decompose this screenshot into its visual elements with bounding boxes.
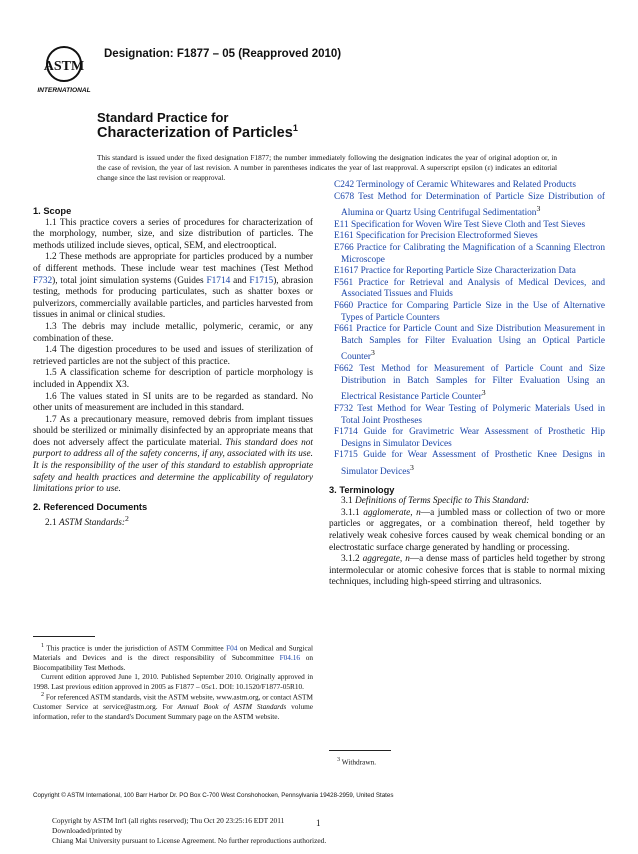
- para-1-7: [33, 415, 313, 496]
- astm-logo-icon: [36, 40, 92, 96]
- para-3-1-2: [329, 554, 605, 589]
- link-f732[interactable]: F732: [33, 275, 53, 286]
- para-1-1: 1.1 This practice covers a series of procedures for characterization of the morphology, number, size, and size distribution of particles. The methods utilized include sieves, optical, SEM, and electrooptical.: [33, 217, 313, 251]
- reference-code-link[interactable]: C242: [334, 180, 355, 190]
- para-1-2-text: ), abrasion testing, methods for producing particulates, such as shatter boxes or pulverizors, commercially available particles, and particles harvested from tissues in animal or clinical studies.: [33, 275, 313, 321]
- reference-title-link[interactable]: Test Method for Determination of Particle Size Distribution of Alumina or Quartz Using Centrifugal Sedimentation: [341, 191, 605, 219]
- para-1-2-text: and: [230, 275, 250, 286]
- reference-item: [329, 192, 605, 220]
- page-title: [97, 123, 298, 141]
- reference-title-link[interactable]: Practice for Calibrating the Magnification of a Scanning Electron Microscope: [341, 243, 606, 265]
- footnote-1-edition: Current edition approved June 1, 2010. Published September 2010. Originally approved in 1998. Last previous edition approved in 2005 as F1877 – 05ε1. DOI: 10.1520/F1877-05R10.: [33, 672, 313, 691]
- footnote-1-mark: 1: [41, 643, 45, 649]
- license-line-1: Copyright by ASTM Int'l (all rights reserved); Thu Oct 20 23:25:16 EDT 2011: [52, 816, 285, 825]
- reference-code-link[interactable]: F660: [334, 301, 354, 312]
- logo-subtext: INTERNATIONAL: [37, 87, 91, 94]
- para-3-1-2-num: 3.1.2: [341, 554, 363, 565]
- terminology-heading: 3. Terminology: [329, 484, 395, 495]
- reference-title-link[interactable]: Practice for Particle Count and Size Distribution Measurement in Batch Samples for Filter Evaluation Using an Optical Particle Counter: [341, 324, 605, 363]
- reference-code-link[interactable]: C678: [334, 191, 355, 202]
- para-3-1-title: Definitions of Terms Specific to This Standard:: [354, 496, 530, 507]
- reference-code-link[interactable]: F561: [334, 277, 354, 288]
- para-1-7-text: 1.7 As a precautionary measure, removed debris from implant tissues should be sterilized or minimally disinfected by an appropriate means that does not adversely affect the particulate material.: [33, 414, 313, 448]
- reference-item: [329, 220, 605, 232]
- scope-heading: 1. Scope: [33, 206, 72, 216]
- para-3-1-1: [329, 508, 605, 554]
- footnote-3: [329, 756, 605, 767]
- refdocs-heading: 2. Referenced Documents: [33, 501, 148, 512]
- reference-title-link[interactable]: Test Method for Wear Testing of Polymeric Materials Used in Total Joint Prostheses: [341, 403, 605, 426]
- para-1-3: 1.3 The debris may include metallic, polymeric, ceramic, or any combination of these.: [33, 321, 313, 344]
- para-3-1-1-def: —a jumbled mass or collection of two or more particles or aggregates, or a combination thereof, held together by relatively weak cohesive forces caused by weak chemical bonding or an electrostatic surface charge generated by handling or processing.: [329, 507, 605, 553]
- footnote-divider-right: [329, 750, 391, 751]
- para-2-1-title: ASTM Standards:: [58, 518, 125, 529]
- footnote-2: [33, 691, 313, 721]
- reference-code-link[interactable]: F732: [334, 403, 354, 414]
- footnote-2-text: volume information, refer to the standard's Document Summary page on the ASTM website.: [33, 702, 314, 721]
- para-3-1-2-def: —a dense mass of particles held together by strong intermolecular or atomic cohesive forces that is stable to normal mixing techniques, including high-speed stirring and ultrasonics.: [329, 554, 605, 588]
- designation: Designation: F1877 – 05 (Reapproved 2010): [104, 48, 342, 60]
- reference-title-link[interactable]: Specification for Woven Wire Test Sieve Cloth and Test Sieves: [350, 219, 586, 230]
- para-3-1: [329, 496, 605, 508]
- footnote-mark-3: 3: [409, 462, 414, 472]
- footnotes-left: [33, 642, 313, 722]
- footnote-mark-3: 3: [370, 348, 375, 358]
- link-f04-16[interactable]: F04.16: [279, 653, 301, 663]
- reference-item: [329, 324, 605, 364]
- footnote-1: [33, 642, 313, 672]
- logo-text: ASTM: [43, 59, 85, 74]
- footnote-1-text: on Biocompatibility Test Methods.: [33, 653, 313, 672]
- reference-title-link[interactable]: Specification for Precision Electroformed Sieves: [355, 231, 538, 242]
- footnote-2-mark: 2: [41, 692, 45, 699]
- reference-title-link[interactable]: Test Method for Measurement of Particle Count and Size Distribution in Batch Samples for Filter Evaluation Using an Electrical Resistance Particle Counter: [341, 364, 605, 403]
- reference-item: [329, 301, 605, 324]
- footnote-3-mark: 3: [337, 757, 341, 763]
- reference-item: [329, 278, 605, 301]
- para-1-6: 1.6 The values stated in SI units are to be regarded as standard. No other units of measurement are included in this standard.: [33, 391, 313, 414]
- reference-item: [329, 427, 605, 450]
- footnote-mark-2: 2: [124, 514, 129, 524]
- reference-code-link[interactable]: E1617: [334, 266, 359, 277]
- page-number: 1: [316, 818, 321, 828]
- para-1-2: [33, 252, 313, 322]
- link-f04[interactable]: F04: [226, 643, 238, 653]
- footnote-mark-3: 3: [536, 204, 541, 214]
- para-2-1-num: 2.1: [45, 518, 59, 529]
- right-column: [329, 180, 605, 589]
- reference-title-link[interactable]: Guide for Wear Assessment of Prosthetic Knee Designs in Simulator Devices: [341, 450, 605, 478]
- reference-title-link[interactable]: Practice for Reporting Particle Size Characterization Data: [360, 266, 576, 277]
- title-footnote-mark: 1: [292, 123, 298, 133]
- term-agglomerate: agglomerate, n: [363, 507, 421, 518]
- license-line-2: Downloaded/printed by: [52, 826, 122, 835]
- reference-title-link[interactable]: Terminology of Ceramic Whitewares and Related Products: [356, 180, 576, 190]
- license-line-3: Chiang Mai University pursuant to License Agreement. No further reproductions authorized.: [52, 836, 327, 845]
- para-1-5: 1.5 A classification scheme for description of particle morphology is included in Appendix X3.: [33, 368, 313, 390]
- reference-item: [329, 404, 605, 427]
- reference-code-link[interactable]: F1714: [334, 427, 358, 438]
- astm-standards-list: [329, 180, 605, 479]
- copyright-line: Copyright © ASTM International, 100 Barr Harbor Dr. PO Box C-700 West Conshohocken, Pennsylvania 19428-2959, United States: [33, 792, 394, 799]
- footnote-divider-left: [33, 636, 95, 637]
- para-1-2-text: ), total joint simulation systems (Guides: [52, 275, 207, 286]
- para-3-1-num: 3.1: [341, 496, 355, 507]
- reference-code-link[interactable]: E161: [334, 231, 354, 242]
- reference-item: [329, 266, 605, 278]
- footnote-3-text: Withdrawn.: [341, 757, 377, 767]
- reference-code-link[interactable]: E11: [334, 219, 349, 230]
- para-2-1: [33, 513, 313, 530]
- reference-item: [329, 180, 605, 192]
- link-f1714[interactable]: F1714: [206, 275, 231, 286]
- reference-item: [329, 243, 605, 266]
- para-3-1-1-num: 3.1.1: [341, 507, 364, 518]
- left-column: [33, 206, 313, 530]
- reference-code-link[interactable]: F662: [334, 364, 354, 375]
- reference-title-link[interactable]: Practice for Comparing Particle Size in the Use of Alternative Types of Particle Counters: [341, 301, 605, 323]
- license-note: [52, 816, 326, 846]
- term-aggregate: aggregate, n: [362, 554, 410, 565]
- footnote-1-text: on Medical and Surgical Materials and Devices and is the direct responsibility of Subcommittee: [33, 643, 313, 663]
- para-1-4: 1.4 The digestion procedures to be used and issues of sterilization of retrieved particles are not the subject of this practice.: [33, 345, 313, 367]
- footnote-1-text: This practice is under the jurisdiction of ASTM Committee: [46, 643, 227, 653]
- title-line1: Standard Practice for: [97, 110, 229, 125]
- safety-caveat: This standard does not purport to address all of the safety concerns, if any, associated with its use. It is the responsibility of the user of this standard to establish appropriate safety and health practices and determine the applicability of regulatory limitations prior to use.: [33, 437, 313, 495]
- reference-title-link[interactable]: Practice for Retrieval and Analysis of Medical Devices, and Associated Tissues and Fluids: [341, 277, 605, 300]
- issuance-notice: This standard is issued under the fixed designation F1877; the number immediately following the designation indicates the year of original adoption or, in the case of revision, the year of last revision. A number in parentheses indicates the year of last reapproval. A superscript epsilon (ε) indicates an editorial change since the last revision or reapproval.: [97, 153, 557, 182]
- reference-item: [329, 231, 605, 243]
- reference-title-link[interactable]: Guide for Gravimetric Wear Assessment of Prosthetic Hip Designs in Simulator Devices: [341, 427, 606, 449]
- reference-item: [329, 450, 605, 478]
- title-line2: Characterization of Particles: [97, 124, 293, 141]
- reference-code-link[interactable]: F1715: [334, 450, 358, 461]
- footnotes-right: [329, 756, 605, 767]
- footnote-2-book: Annual Book of ASTM Standards: [177, 702, 287, 712]
- footnote-2-text: For referenced ASTM standards, visit the ASTM website, www.astm.org, or contact ASTM Customer Service at service@astm.org. For: [33, 692, 313, 712]
- link-f1715[interactable]: F1715: [249, 275, 274, 286]
- reference-code-link[interactable]: F661: [334, 324, 354, 335]
- para-1-2-text: 1.2 These methods are appropriate for particles produced by a number of different methods. These include wear test machines (Test Method: [33, 252, 313, 274]
- reference-item: [329, 364, 605, 404]
- footnote-mark-3: 3: [481, 388, 486, 398]
- reference-code-link[interactable]: E766: [334, 243, 354, 254]
